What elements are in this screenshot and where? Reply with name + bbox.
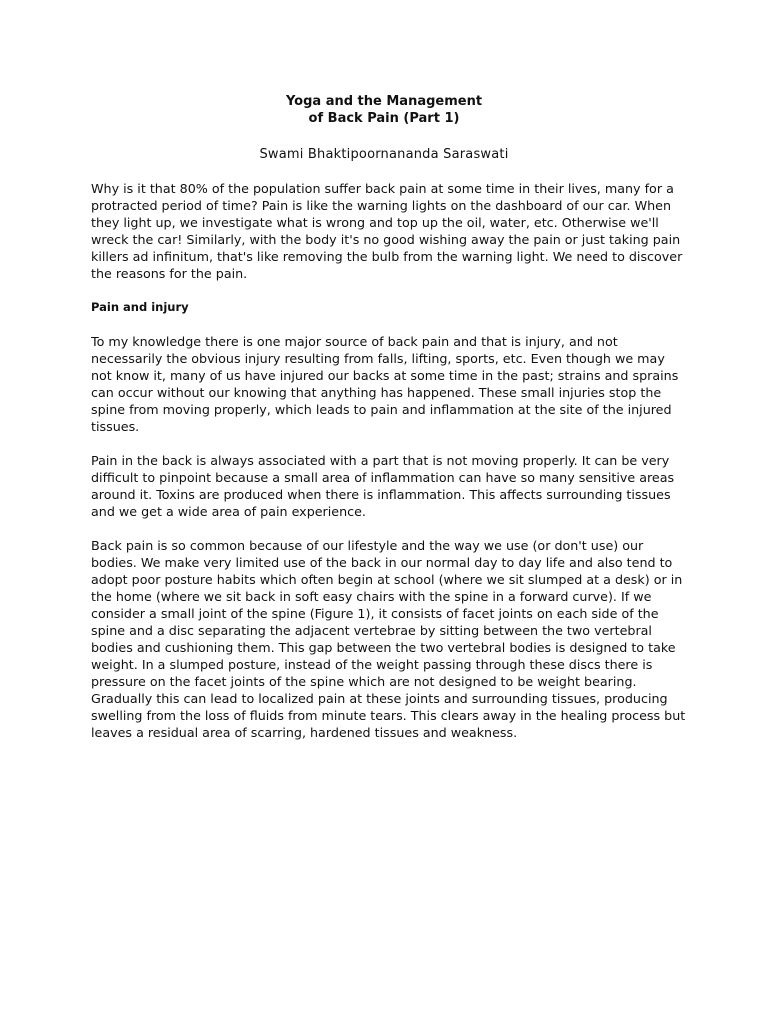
title-line-1: Yoga and the Management — [285, 94, 483, 109]
paragraph-injury: To my knowledge there is one major source of back pain and that is injury, and not necessarily the obvious injury resulting from falls, lifting, sports, etc. Even though we may not know it, many of us have injured our backs at some time in the past; strains and sprains can occur without our knowing that anything has happened. These small injuries stop the spine from moving properly, which leads to pain and inflammation at the site of the injured tissues. — [91, 334, 679, 434]
paragraph-lifestyle: Back pain is so common because of our lifestyle and the way we use (or don't use) our bodies. We make very limited use of the back in our normal day to day life and also tend to adopt poor posture habits which often begin at school (where we sit slumped at a desk) or in the home (where we sit back in soft easy chairs with the spine in a forward curve). If we consider a small joint of the spine (Figure 1), it consists of facet joints on each side of the spine and a disc separating the adjacent vertebrae by sitting between the two vertebral bodies and cushioning them. This gap between the two vertebral bodies is designed to take weight. In a slumped posture, instead of the weight passing through these discs there is pressure on the facet joints of the spine which are not designed to be weight bearing. Gradually this can lead to localized pain at these joints and surrounding tissues, producing swelling from the loss of fluids from minute tears. This clears away in the healing process but leaves a residual area of scarring, hardened tissues and weakness. — [91, 538, 686, 740]
paragraph-intro: Why is it that 80% of the population suffer back pain at some time in their lives, many for a protracted period of time? Pain is like the warning lights on the dashboard of our car. When they light up, we investigate what is wrong and top up the oil, water, etc. Otherwise we'll wreck the car! Similarly, with the body it's no good wishing away the pain or just taking pain killers ad infinitum, that's like removing the bulb from the warning light. We need to discover the reasons for the pain. — [91, 181, 683, 281]
author-name: Swami Bhaktipoornananda Saraswati — [259, 147, 509, 162]
document-body — [91, 180, 687, 758]
section-heading: Pain and injury — [91, 300, 189, 314]
paragraph-inflammation: Pain in the back is always associated with a part that is not moving properly. It can be very difficult to pinpoint because a small area of inflammation can have so many sensitive areas around it. Toxins are produced when there is inflammation. This affects surrounding tissues and we get a wide area of pain experience. — [91, 453, 675, 519]
title-line-2: of Back Pain (Part 1) — [308, 111, 460, 126]
document-title — [0, 93, 768, 127]
